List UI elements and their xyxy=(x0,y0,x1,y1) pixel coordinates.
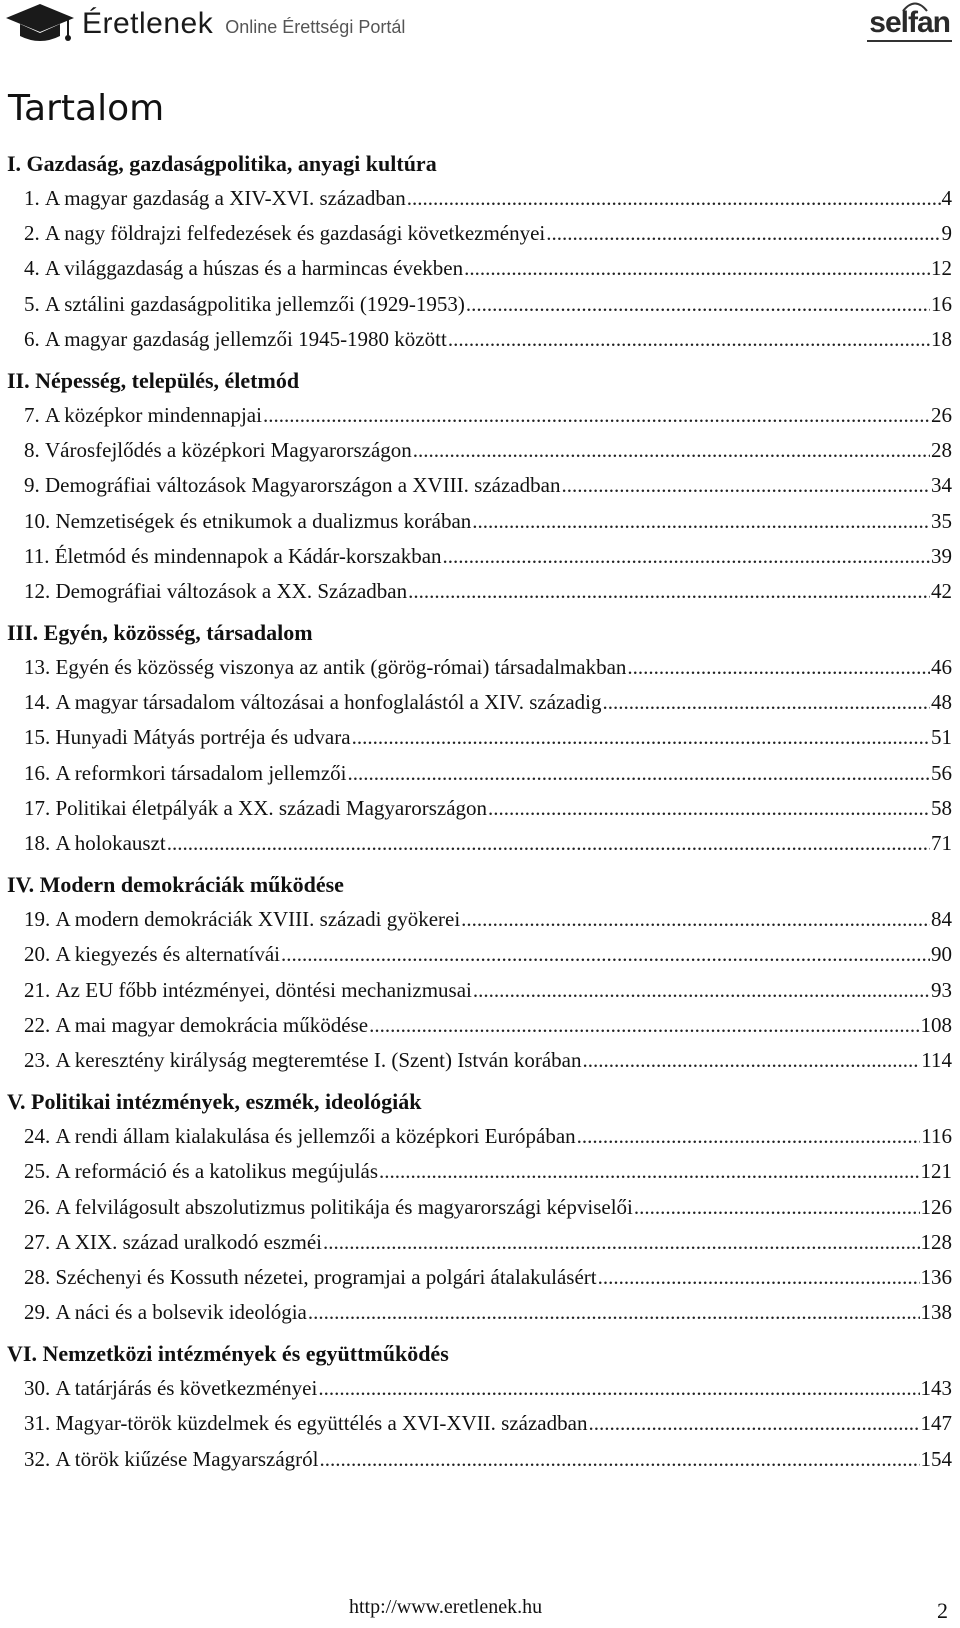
toc-entry-page: 4 xyxy=(941,186,952,210)
toc-leader-dots xyxy=(281,937,930,972)
toc-entry[interactable] xyxy=(24,287,952,322)
toc-entry-number: 22. xyxy=(24,1012,51,1037)
toc-entry[interactable] xyxy=(24,574,952,609)
toc-entry-page: 28 xyxy=(931,438,952,463)
toc-entry-page: 35 xyxy=(931,508,952,533)
toc-entry-label: A holokauszt xyxy=(55,831,166,855)
page-number: 2 xyxy=(937,1598,948,1623)
toc-entry-label: A náci és a bolsevik ideológia xyxy=(55,1300,307,1325)
toc-leader-dots xyxy=(379,1154,920,1189)
toc-entry-page: 58 xyxy=(931,795,952,820)
toc-entry-number: 18. xyxy=(24,831,51,855)
brand-logo[interactable]: selfan xyxy=(867,6,952,42)
toc-entry[interactable] xyxy=(24,1295,952,1330)
toc-entry-label: A felvilágosult abszolutizmus politikája és magyarországi képviselői xyxy=(55,1194,633,1219)
toc-entry[interactable] xyxy=(24,791,952,826)
toc-entry[interactable] xyxy=(24,685,952,720)
toc-entry-number: 8. xyxy=(24,438,40,463)
toc-entry-number: 25. xyxy=(24,1159,51,1184)
section-heading: IV. Modern demokráciák működése xyxy=(7,872,344,898)
toc-entry[interactable] xyxy=(24,398,952,433)
toc-entry-label: A magyar gazdaság jellemzői 1945-1980 között xyxy=(45,326,447,351)
toc-leader-dots xyxy=(561,468,930,503)
toc-leader-dots xyxy=(263,398,930,433)
toc-leader-dots xyxy=(577,1119,921,1154)
toc-entry-page: 34 xyxy=(931,473,952,498)
toc-entry-page: 46 xyxy=(931,655,952,680)
toc-leader-dots xyxy=(546,216,940,251)
toc-leader-dots xyxy=(308,1295,920,1330)
toc-entry[interactable] xyxy=(24,1225,952,1260)
section-heading: I. Gazdaság, gazdaságpolitika, anyagi kultúra xyxy=(7,151,437,176)
toc-entry[interactable] xyxy=(24,973,952,1008)
toc-entry-label: A középkor mindennapjai xyxy=(45,402,262,427)
toc-entry[interactable] xyxy=(24,937,952,972)
toc-entry-label: A sztálini gazdaságpolitika jellemzői (1929-1953) xyxy=(45,291,465,316)
toc-leader-dots xyxy=(318,1371,919,1406)
toc-entry-label: A keresztény királyság megteremtése I. (Szent) István korában xyxy=(55,1047,582,1072)
toc-entry-number: 17. xyxy=(24,795,51,820)
toc-entry-page: 84 xyxy=(931,907,952,932)
toc-entry-number: 6. xyxy=(24,326,40,351)
toc-leader-dots xyxy=(588,1406,919,1441)
toc-entry-number: 4. xyxy=(24,256,40,281)
toc-leader-dots xyxy=(408,574,930,609)
toc-entry-page: 12 xyxy=(931,256,952,281)
toc-leader-dots xyxy=(464,251,930,286)
toc-entry-label: A magyar gazdaság a XIV-XVI. században xyxy=(45,186,406,210)
toc-entry-label: Hunyadi Mátyás portréja és udvara xyxy=(55,725,351,750)
toc-entry[interactable] xyxy=(24,1260,952,1295)
toc-leader-dots xyxy=(634,1190,920,1225)
toc-entry-label: A XIX. század uralkodó eszméi xyxy=(55,1229,322,1254)
toc-entry-label: Nemzetiségek és etnikumok a dualizmus korában xyxy=(55,508,472,533)
toc-entry-label: A világgazdaság a húszas és a harmincas években xyxy=(45,256,464,281)
toc-entry-page: 128 xyxy=(920,1229,952,1254)
page-title: Tartalom xyxy=(8,88,165,129)
toc-leader-dots xyxy=(407,181,941,216)
toc-entry-number: 26. xyxy=(24,1194,51,1219)
toc-entry-page: 42 xyxy=(931,578,952,603)
toc-entry-label: A reformáció és a katolikus megújulás xyxy=(55,1159,378,1184)
toc-entry-label: Egyén és közösség viszonya az antik (görög-római) társadalmakban xyxy=(55,655,627,680)
toc-entry[interactable] xyxy=(24,433,952,468)
toc-entry[interactable] xyxy=(24,1371,952,1406)
toc-leader-dots xyxy=(627,650,930,685)
toc-entry-number: 20. xyxy=(24,942,51,967)
toc-entry[interactable] xyxy=(24,826,952,861)
toc-entry-number: 21. xyxy=(24,977,51,1002)
toc-entry[interactable] xyxy=(24,1043,952,1078)
toc-entry-number: 11. xyxy=(24,543,50,568)
toc-entry[interactable] xyxy=(24,216,952,251)
toc-entry-page: 121 xyxy=(920,1159,952,1184)
toc-entry-page: 143 xyxy=(920,1376,952,1401)
toc-entry[interactable] xyxy=(24,468,952,503)
section-heading: II. Népesség, település, életmód xyxy=(7,367,300,393)
toc-entry-number: 32. xyxy=(24,1446,51,1471)
toc-entry-page: 9 xyxy=(941,221,952,246)
toc-entry-number: 30. xyxy=(24,1376,51,1401)
toc-entry-label: A mai magyar demokrácia működése xyxy=(55,1012,369,1037)
toc-leader-dots xyxy=(320,1442,920,1477)
toc-entry-label: Demográfiai változások Magyarországon a XVIII. században xyxy=(45,473,561,498)
toc-leader-dots xyxy=(488,791,930,826)
toc-entry[interactable] xyxy=(24,1406,952,1441)
toc-entry-number: 23. xyxy=(24,1047,51,1072)
toc-entry[interactable] xyxy=(24,1190,952,1225)
toc-entry-number: 13. xyxy=(24,655,51,680)
toc-entry-label: Az EU főbb intézményei, döntési mechanizmusai xyxy=(55,977,472,1002)
section-heading: III. Egyén, közösség, társadalom xyxy=(7,620,313,646)
toc-entry-page: 48 xyxy=(931,690,952,715)
site-logo[interactable] xyxy=(4,2,405,46)
toc-entry[interactable] xyxy=(24,720,952,755)
toc-entry[interactable] xyxy=(24,1008,952,1043)
toc-entry-number: 27. xyxy=(24,1229,51,1254)
toc-entry[interactable] xyxy=(24,902,952,937)
toc-entry-label: A modern demokráciák XVIII. századi gyökerei xyxy=(55,907,461,932)
toc-entry-page: 51 xyxy=(931,725,952,750)
toc-entry-page: 93 xyxy=(931,977,952,1002)
toc-entry-number: 15. xyxy=(24,725,51,750)
toc-entry-number: 2. xyxy=(24,221,40,246)
toc-entry[interactable] xyxy=(24,539,952,574)
toc-leader-dots xyxy=(598,1260,920,1295)
toc-leader-dots xyxy=(448,322,930,357)
toc-leader-dots xyxy=(472,504,930,539)
toc-leader-dots xyxy=(413,433,930,468)
toc-entry-label: Széchenyi és Kossuth nézetei, programjai a polgári átalakulásért xyxy=(55,1264,597,1289)
toc-entry-label: A rendi állam kialakulása és jellemzői a középkori Európában xyxy=(55,1124,576,1149)
toc-entry-number: 24. xyxy=(24,1124,51,1149)
toc-entry-page: 18 xyxy=(931,326,952,351)
toc-entry-label: A tatárjárás és következményei xyxy=(55,1376,318,1401)
toc-leader-dots xyxy=(466,287,930,322)
toc-entry-page: 147 xyxy=(920,1411,952,1436)
toc-entry[interactable] xyxy=(24,650,952,685)
toc-entry-label: Városfejlődés a középkori Magyarországon xyxy=(45,438,412,463)
toc-entry-page: 56 xyxy=(931,760,952,785)
page-header xyxy=(0,0,960,52)
toc-entry-number: 19. xyxy=(24,907,51,932)
toc-entry-page: 71 xyxy=(931,831,952,855)
toc-entry-number: 12. xyxy=(24,578,51,603)
toc-entry[interactable] xyxy=(24,1442,952,1477)
graduation-cap-icon xyxy=(4,2,76,46)
toc-entry-number: 5. xyxy=(24,291,40,316)
toc-leader-dots xyxy=(473,973,930,1008)
section-heading: V. Politikai intézmények, eszmék, ideológiák xyxy=(7,1089,422,1115)
section-heading: VI. Nemzetközi intézmények és együttműködés xyxy=(7,1341,449,1367)
table-of-contents xyxy=(0,146,960,1477)
toc-entry[interactable] xyxy=(24,756,952,791)
toc-entry-number: 9. xyxy=(24,473,40,498)
toc-entry[interactable] xyxy=(24,322,952,357)
site-subtitle: Online Érettségi Portál xyxy=(225,16,406,37)
toc-entry-label: Magyar-török küzdelmek és együttélés a XVI-XVII. században xyxy=(55,1411,588,1436)
toc-leader-dots xyxy=(352,720,930,755)
toc-leader-dots xyxy=(582,1043,920,1078)
toc-entry-number: 31. xyxy=(24,1411,51,1436)
toc-leader-dots xyxy=(443,539,930,574)
toc-leader-dots xyxy=(461,902,930,937)
toc-entry-page: 138 xyxy=(920,1300,952,1325)
toc-entry-label: Demográfiai változások a XX. Században xyxy=(55,578,408,603)
toc-entry[interactable] xyxy=(24,1119,952,1154)
toc-entry-page: 108 xyxy=(920,1012,952,1037)
toc-entry-page: 26 xyxy=(931,402,952,427)
toc-entry-number: 7. xyxy=(24,402,40,427)
toc-entry-page: 114 xyxy=(921,1047,952,1072)
toc-leader-dots xyxy=(348,756,931,791)
toc-entry[interactable] xyxy=(24,251,952,286)
toc-entry-number: 14. xyxy=(24,690,51,715)
toc-entry-page: 126 xyxy=(920,1194,952,1219)
toc-entry-page: 90 xyxy=(931,942,952,967)
toc-entry-label: A reformkori társadalom jellemzői xyxy=(55,760,347,785)
toc-entry-label: A kiegyezés és alternatívái xyxy=(55,942,280,967)
toc-entry-page: 116 xyxy=(921,1124,952,1149)
site-name: Éretlenek xyxy=(82,7,214,40)
toc-entry-label: Életmód és mindennapok a Kádár-korszakban xyxy=(54,543,442,568)
toc-entry[interactable] xyxy=(24,181,952,216)
toc-entry[interactable] xyxy=(24,1154,952,1189)
toc-entry-label: A magyar társadalom változásai a honfoglalástól a XIV. századig xyxy=(55,690,602,715)
toc-entry-page: 39 xyxy=(931,543,952,568)
toc-entry-number: 16. xyxy=(24,760,51,785)
toc-entry-label: A török kiűzése Magyarszágról xyxy=(55,1446,319,1471)
footer-url[interactable]: http://www.eretlenek.hu xyxy=(349,1596,543,1618)
toc-entry-label: A nagy földrajzi felfedezések és gazdasági következményei xyxy=(45,221,546,246)
toc-entry-number: 28. xyxy=(24,1264,51,1289)
toc-entry-label: Politikai életpályák a XX. századi Magyarországon xyxy=(55,795,488,820)
toc-entry[interactable] xyxy=(24,504,952,539)
toc-entry-number: 10. xyxy=(24,508,51,533)
toc-leader-dots xyxy=(369,1008,919,1043)
toc-leader-dots xyxy=(603,685,930,720)
toc-entry-number: 1. xyxy=(24,186,40,210)
toc-leader-dots xyxy=(323,1225,920,1260)
toc-entry-number: 29. xyxy=(24,1300,51,1325)
toc-entry-page: 16 xyxy=(931,291,952,316)
toc-leader-dots xyxy=(167,826,930,861)
toc-entry-page: 136 xyxy=(920,1264,952,1289)
toc-entry-page: 154 xyxy=(920,1446,952,1471)
